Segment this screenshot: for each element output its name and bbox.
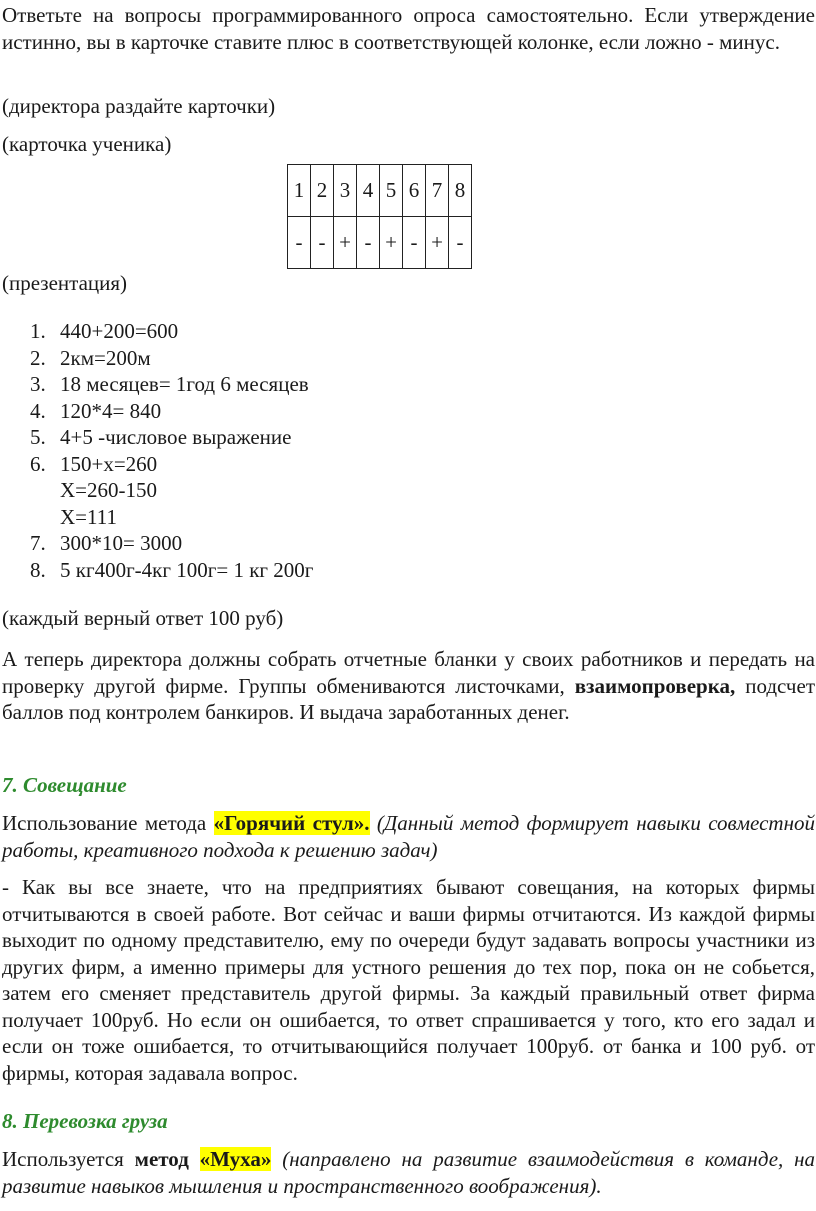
list-item: 3. 18 месяцев= 1год 6 месяцев (30, 372, 309, 396)
section-7-method: Использование метода «Горячий стул». (Данный метод формирует навыки совместной работы, креативного подхода к решению задач) (2, 811, 815, 862)
card-label: (карточка ученика) (2, 132, 172, 156)
card-cell: 3 (334, 165, 357, 217)
section-7-heading: 7. Совещание (2, 773, 127, 797)
card-cell: - (403, 217, 426, 269)
card-cell: - (357, 217, 380, 269)
card-row-answers (288, 217, 472, 269)
card-cell: 7 (426, 165, 449, 217)
card-cell: - (288, 217, 311, 269)
section-7-body: - Как вы все знаете, что на предприятиях бывают совещания, на которых фирмы отчитываются в своей работе. Вот сейчас и ваши фирмы отчитаются. Из каждой фирмы выходит по одному представителю, ему по очереди будут задавать вопросы участники из других фирм, а именно примеры для устного решения до тех пор, пока он не собьется, затем его сменяет представитель другой фирмы. За каждый правильный ответ фирма получает 100руб. Но если он ошибается, то ответ спрашивается у того, кто его задал и если он тоже ошибается, то отчитывающийся получает 100руб. от банка и 100 руб. от фирмы, которая задавала вопрос. (2, 875, 815, 1085)
list-item-subline: Х=111 (60, 505, 117, 529)
card-cell: + (380, 217, 403, 269)
card-cell: 8 (449, 165, 472, 217)
card-cell: 1 (288, 165, 311, 217)
list-item-subline: Х=260-150 (60, 478, 158, 502)
presentation-label: (презентация) (2, 271, 128, 295)
card-cell: - (311, 217, 334, 269)
list-item: 1. 440+200=600 (30, 319, 179, 343)
list-item: 5. 4+5 -числовое выражение (30, 425, 292, 449)
card-cell: 4 (357, 165, 380, 217)
list-item: 6. 150+х=260 (30, 452, 158, 476)
section-8-heading: 8. Перевозка груза (2, 1109, 168, 1133)
section-8-method: Используется метод «Муха» (направлено на развитие взаимодействия в команде, на развитие навыков мышления и пространственного воображения). (2, 1147, 816, 1198)
list-item: 2. 2км=200м (30, 346, 151, 370)
card-cell: 5 (380, 165, 403, 217)
card-cell: 6 (403, 165, 426, 217)
method-name-highlight: «Муха» (199, 1147, 272, 1171)
intro-paragraph: Ответьте на вопросы программированного опроса самостоятельно. Если утверждение истинно, вы в карточке ставите плюс в соответствующей колонке, если ложно - минус. (2, 3, 815, 54)
directors-note: (директора раздайте карточки) (2, 94, 276, 118)
card-row-numbers (288, 165, 472, 217)
card-cell: + (426, 217, 449, 269)
method-name-highlight: «Горячий стул». (213, 811, 370, 835)
check-paragraph: А теперь директора должны собрать отчетные бланки у своих работников и передать на проверку другой фирме. Группы обмениваются листочками, взаимопроверка, подсчет баллов под контролем банкиров. И выдача заработанных денег. (2, 647, 815, 724)
card-cell: + (334, 217, 357, 269)
list-item: 7. 300*10= 3000 (30, 531, 183, 555)
reward-note: (каждый верный ответ 100 руб) (2, 606, 284, 630)
card-cell: 2 (311, 165, 334, 217)
list-item: 8. 5 кг400г-4кг 100г= 1 кг 200г (30, 558, 314, 582)
list-item: 4. 120*4= 840 (30, 399, 162, 423)
answer-card-table (287, 164, 472, 269)
card-cell: - (449, 217, 472, 269)
